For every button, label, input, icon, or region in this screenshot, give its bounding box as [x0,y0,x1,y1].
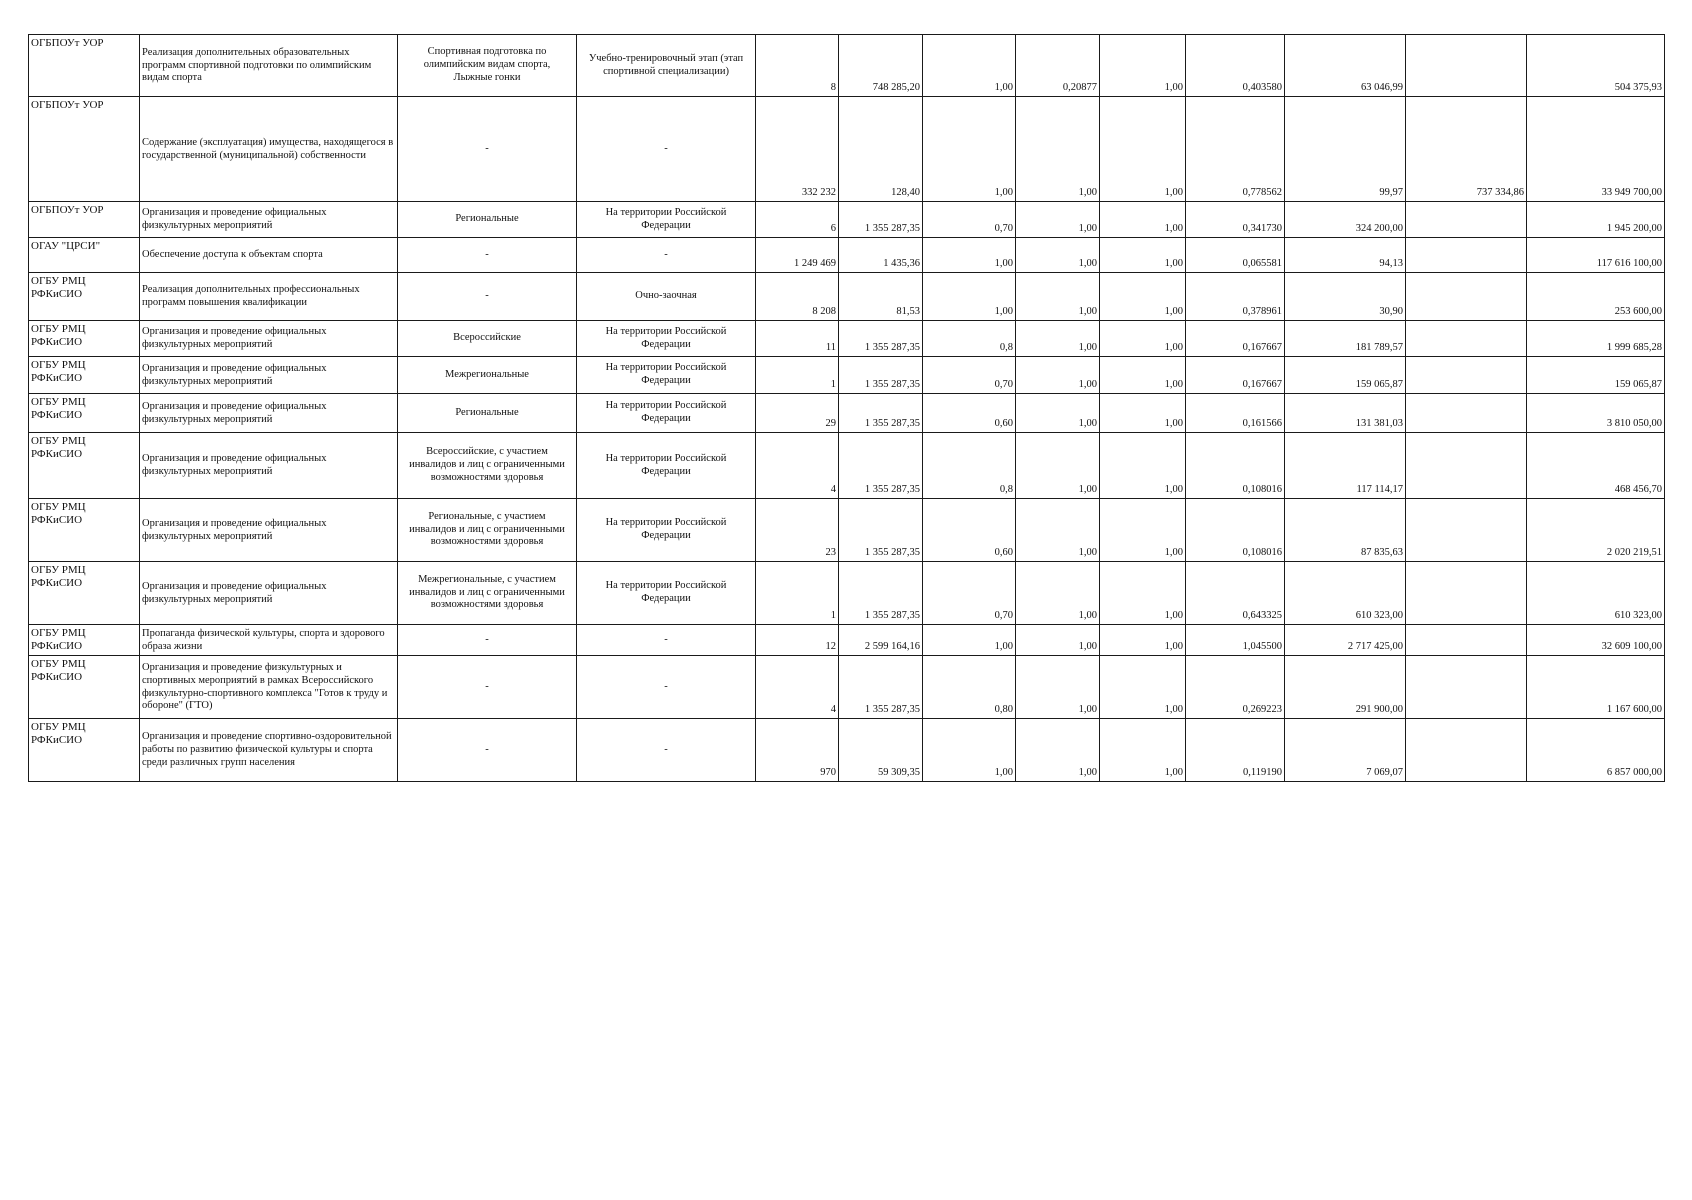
volume-cell: 6 [756,202,839,238]
total-cell: 504 375,93 [1527,35,1665,97]
extra-cost-cell [1406,562,1527,625]
coef-1-cell: 0,70 [923,202,1016,238]
base-cost-cell: 1 355 287,35 [839,499,923,562]
volume-cell: 12 [756,625,839,656]
service-cell: Обеспечение доступа к объектам спорта [140,238,398,273]
coef-2-cell: 1,00 [1016,719,1100,782]
coef-3-cell: 1,00 [1100,35,1186,97]
volume-cell: 1 [756,357,839,394]
extra-cost-cell [1406,499,1527,562]
service-condition-cell: Учебно-тренировочный этап (этап спортивной специализации) [577,35,756,97]
total-cell: 1 167 600,00 [1527,656,1665,719]
total-cell: 159 065,87 [1527,357,1665,394]
coef-2-cell: 1,00 [1016,273,1100,321]
service-condition-cell: На территории Российской Федерации [577,357,756,394]
coef-3-cell: 1,00 [1100,394,1186,433]
coef-1-cell: 0,60 [923,499,1016,562]
coef-4-cell: 0,119190 [1186,719,1285,782]
service-content-cell: Региональные [398,202,577,238]
extra-cost-cell [1406,238,1527,273]
service-cell: Организация и проведение официальных физкультурных мероприятий [140,394,398,433]
volume-cell: 1 249 469 [756,238,839,273]
coef-4-cell: 0,161566 [1186,394,1285,433]
org-cell: ОГБУ РМЦ РФКиСИО [29,394,140,433]
extra-cost-cell [1406,433,1527,499]
coef-3-cell: 1,00 [1100,238,1186,273]
service-condition-cell: - [577,719,756,782]
table-row [29,357,1665,394]
volume-cell: 29 [756,394,839,433]
coef-4-cell: 0,403580 [1186,35,1285,97]
coef-2-cell: 1,00 [1016,97,1100,202]
unit-cost-cell: 181 789,57 [1285,321,1406,357]
coef-1-cell: 0,70 [923,562,1016,625]
coef-2-cell: 1,00 [1016,433,1100,499]
service-content-cell: Региональные [398,394,577,433]
volume-cell: 4 [756,433,839,499]
coef-1-cell: 0,60 [923,394,1016,433]
service-content-cell: Всероссийские [398,321,577,357]
total-cell: 2 020 219,51 [1527,499,1665,562]
org-cell: ОГБУ РМЦ РФКиСИО [29,357,140,394]
coef-1-cell: 1,00 [923,238,1016,273]
service-cell: Организация и проведение официальных физкультурных мероприятий [140,202,398,238]
unit-cost-cell: 30,90 [1285,273,1406,321]
extra-cost-cell [1406,273,1527,321]
total-cell: 253 600,00 [1527,273,1665,321]
service-cell: Организация и проведение официальных физкультурных мероприятий [140,499,398,562]
coef-3-cell: 1,00 [1100,321,1186,357]
table-row [29,202,1665,238]
unit-cost-cell: 87 835,63 [1285,499,1406,562]
extra-cost-cell [1406,625,1527,656]
coef-4-cell: 0,378961 [1186,273,1285,321]
table-row [29,562,1665,625]
unit-cost-cell: 610 323,00 [1285,562,1406,625]
coef-4-cell: 0,269223 [1186,656,1285,719]
coef-4-cell: 0,167667 [1186,357,1285,394]
coef-1-cell: 1,00 [923,273,1016,321]
table-row [29,394,1665,433]
org-cell: ОГБУ РМЦ РФКиСИО [29,562,140,625]
coef-4-cell: 1,045500 [1186,625,1285,656]
base-cost-cell: 2 599 164,16 [839,625,923,656]
base-cost-cell: 1 355 287,35 [839,562,923,625]
total-cell: 32 609 100,00 [1527,625,1665,656]
service-condition-cell: На территории Российской Федерации [577,562,756,625]
service-content-cell: - [398,656,577,719]
coef-3-cell: 1,00 [1100,273,1186,321]
unit-cost-cell: 324 200,00 [1285,202,1406,238]
coef-2-cell: 1,00 [1016,238,1100,273]
coef-4-cell: 0,167667 [1186,321,1285,357]
coef-2-cell: 1,00 [1016,562,1100,625]
org-cell: ОГБУ РМЦ РФКиСИО [29,433,140,499]
coef-3-cell: 1,00 [1100,433,1186,499]
service-content-cell: - [398,273,577,321]
org-cell: ОГБУ РМЦ РФКиСИО [29,273,140,321]
org-cell: ОГБУ РМЦ РФКиСИО [29,625,140,656]
volume-cell: 8 [756,35,839,97]
extra-cost-cell [1406,719,1527,782]
coef-2-cell: 1,00 [1016,357,1100,394]
total-cell: 1 945 200,00 [1527,202,1665,238]
coef-1-cell: 0,8 [923,433,1016,499]
coef-2-cell: 1,00 [1016,202,1100,238]
service-condition-cell: - [577,656,756,719]
coef-1-cell: 1,00 [923,35,1016,97]
volume-cell: 8 208 [756,273,839,321]
service-cell: Реализация дополнительных профессиональных программ повышения квалификации [140,273,398,321]
service-content-cell: Региональные, с участием инвалидов и лиц с ограниченными возможностями здоровья [398,499,577,562]
base-cost-cell: 1 355 287,35 [839,394,923,433]
service-content-cell: Всероссийские, с участием инвалидов и лиц с ограниченными возможностями здоровья [398,433,577,499]
coef-3-cell: 1,00 [1100,97,1186,202]
extra-cost-cell [1406,394,1527,433]
service-content-cell: Межрегиональные, с участием инвалидов и лиц с ограниченными возможностями здоровья [398,562,577,625]
total-cell: 6 857 000,00 [1527,719,1665,782]
coef-2-cell: 0,20877 [1016,35,1100,97]
base-cost-cell: 1 355 287,35 [839,321,923,357]
table-row [29,273,1665,321]
volume-cell: 1 [756,562,839,625]
service-cell: Организация и проведение официальных физкультурных мероприятий [140,433,398,499]
table-body [29,35,1665,782]
table-row [29,35,1665,97]
base-cost-cell: 748 285,20 [839,35,923,97]
coef-1-cell: 1,00 [923,625,1016,656]
budget-table [28,34,1665,782]
coef-2-cell: 1,00 [1016,499,1100,562]
coef-4-cell: 0,065581 [1186,238,1285,273]
total-cell: 610 323,00 [1527,562,1665,625]
service-content-cell: Межрегиональные [398,357,577,394]
coef-1-cell: 1,00 [923,719,1016,782]
base-cost-cell: 1 355 287,35 [839,656,923,719]
coef-2-cell: 1,00 [1016,321,1100,357]
unit-cost-cell: 7 069,07 [1285,719,1406,782]
service-condition-cell: На территории Российской Федерации [577,499,756,562]
coef-4-cell: 0,341730 [1186,202,1285,238]
org-cell: ОГБУ РМЦ РФКиСИО [29,321,140,357]
org-cell: ОГБПОУт УОР [29,97,140,202]
table-row [29,97,1665,202]
extra-cost-cell [1406,202,1527,238]
service-condition-cell: На территории Российской Федерации [577,202,756,238]
service-cell: Организация и проведение спортивно-оздоровительной работы по развитию физической культуры и спорта среди различных групп населения [140,719,398,782]
extra-cost-cell [1406,357,1527,394]
coef-3-cell: 1,00 [1100,625,1186,656]
table-row [29,625,1665,656]
volume-cell: 11 [756,321,839,357]
coef-1-cell: 0,80 [923,656,1016,719]
extra-cost-cell: 737 334,86 [1406,97,1527,202]
service-condition-cell: Очно-заочная [577,273,756,321]
coef-3-cell: 1,00 [1100,656,1186,719]
base-cost-cell: 1 435,36 [839,238,923,273]
unit-cost-cell: 159 065,87 [1285,357,1406,394]
extra-cost-cell [1406,656,1527,719]
service-content-cell: - [398,625,577,656]
unit-cost-cell: 2 717 425,00 [1285,625,1406,656]
base-cost-cell: 128,40 [839,97,923,202]
total-cell: 468 456,70 [1527,433,1665,499]
service-cell: Организация и проведение официальных физкультурных мероприятий [140,562,398,625]
table-row [29,321,1665,357]
base-cost-cell: 59 309,35 [839,719,923,782]
table-row [29,656,1665,719]
org-cell: ОГБУ РМЦ РФКиСИО [29,499,140,562]
coef-3-cell: 1,00 [1100,562,1186,625]
total-cell: 3 810 050,00 [1527,394,1665,433]
coef-3-cell: 1,00 [1100,357,1186,394]
service-content-cell: Спортивная подготовка по олимпийским видам спорта, Лыжные гонки [398,35,577,97]
service-content-cell: - [398,719,577,782]
coef-1-cell: 0,70 [923,357,1016,394]
coef-2-cell: 1,00 [1016,656,1100,719]
unit-cost-cell: 94,13 [1285,238,1406,273]
coef-3-cell: 1,00 [1100,202,1186,238]
coef-3-cell: 1,00 [1100,499,1186,562]
extra-cost-cell [1406,35,1527,97]
coef-4-cell: 0,108016 [1186,499,1285,562]
total-cell: 117 616 100,00 [1527,238,1665,273]
coef-2-cell: 1,00 [1016,394,1100,433]
service-cell: Организация и проведение официальных физкультурных мероприятий [140,357,398,394]
table-row [29,499,1665,562]
unit-cost-cell: 63 046,99 [1285,35,1406,97]
service-cell: Реализация дополнительных образовательных программ спортивной подготовки по олимпийским видам спорта [140,35,398,97]
coef-1-cell: 1,00 [923,97,1016,202]
extra-cost-cell [1406,321,1527,357]
unit-cost-cell: 117 114,17 [1285,433,1406,499]
coef-1-cell: 0,8 [923,321,1016,357]
unit-cost-cell: 131 381,03 [1285,394,1406,433]
coef-4-cell: 0,778562 [1186,97,1285,202]
base-cost-cell: 81,53 [839,273,923,321]
table-row [29,238,1665,273]
unit-cost-cell: 99,97 [1285,97,1406,202]
total-cell: 1 999 685,28 [1527,321,1665,357]
service-condition-cell: - [577,238,756,273]
coef-4-cell: 0,108016 [1186,433,1285,499]
table-row [29,719,1665,782]
total-cell: 33 949 700,00 [1527,97,1665,202]
coef-4-cell: 0,643325 [1186,562,1285,625]
org-cell: ОГБПОУт УОР [29,202,140,238]
org-cell: ОГБУ РМЦ РФКиСИО [29,719,140,782]
table-row [29,433,1665,499]
service-condition-cell: - [577,97,756,202]
service-condition-cell: На территории Российской Федерации [577,321,756,357]
service-cell: Организация и проведение физкультурных и спортивных мероприятий в рамках Всероссийского физкультурно-спортивного комплекса "Готов к труду и обороне" (ГТО) [140,656,398,719]
org-cell: ОГБПОУт УОР [29,35,140,97]
service-cell: Содержание (эксплуатация) имущества, находящегося в государственной (муниципальной) собственности [140,97,398,202]
base-cost-cell: 1 355 287,35 [839,202,923,238]
service-condition-cell: На территории Российской Федерации [577,394,756,433]
base-cost-cell: 1 355 287,35 [839,357,923,394]
service-condition-cell: - [577,625,756,656]
base-cost-cell: 1 355 287,35 [839,433,923,499]
volume-cell: 4 [756,656,839,719]
org-cell: ОГАУ "ЦРСИ" [29,238,140,273]
volume-cell: 332 232 [756,97,839,202]
service-cell: Пропаганда физической культуры, спорта и здорового образа жизни [140,625,398,656]
service-content-cell: - [398,238,577,273]
service-condition-cell: На территории Российской Федерации [577,433,756,499]
service-cell: Организация и проведение официальных физкультурных мероприятий [140,321,398,357]
coef-3-cell: 1,00 [1100,719,1186,782]
coef-2-cell: 1,00 [1016,625,1100,656]
service-content-cell: - [398,97,577,202]
volume-cell: 970 [756,719,839,782]
org-cell: ОГБУ РМЦ РФКиСИО [29,656,140,719]
unit-cost-cell: 291 900,00 [1285,656,1406,719]
volume-cell: 23 [756,499,839,562]
